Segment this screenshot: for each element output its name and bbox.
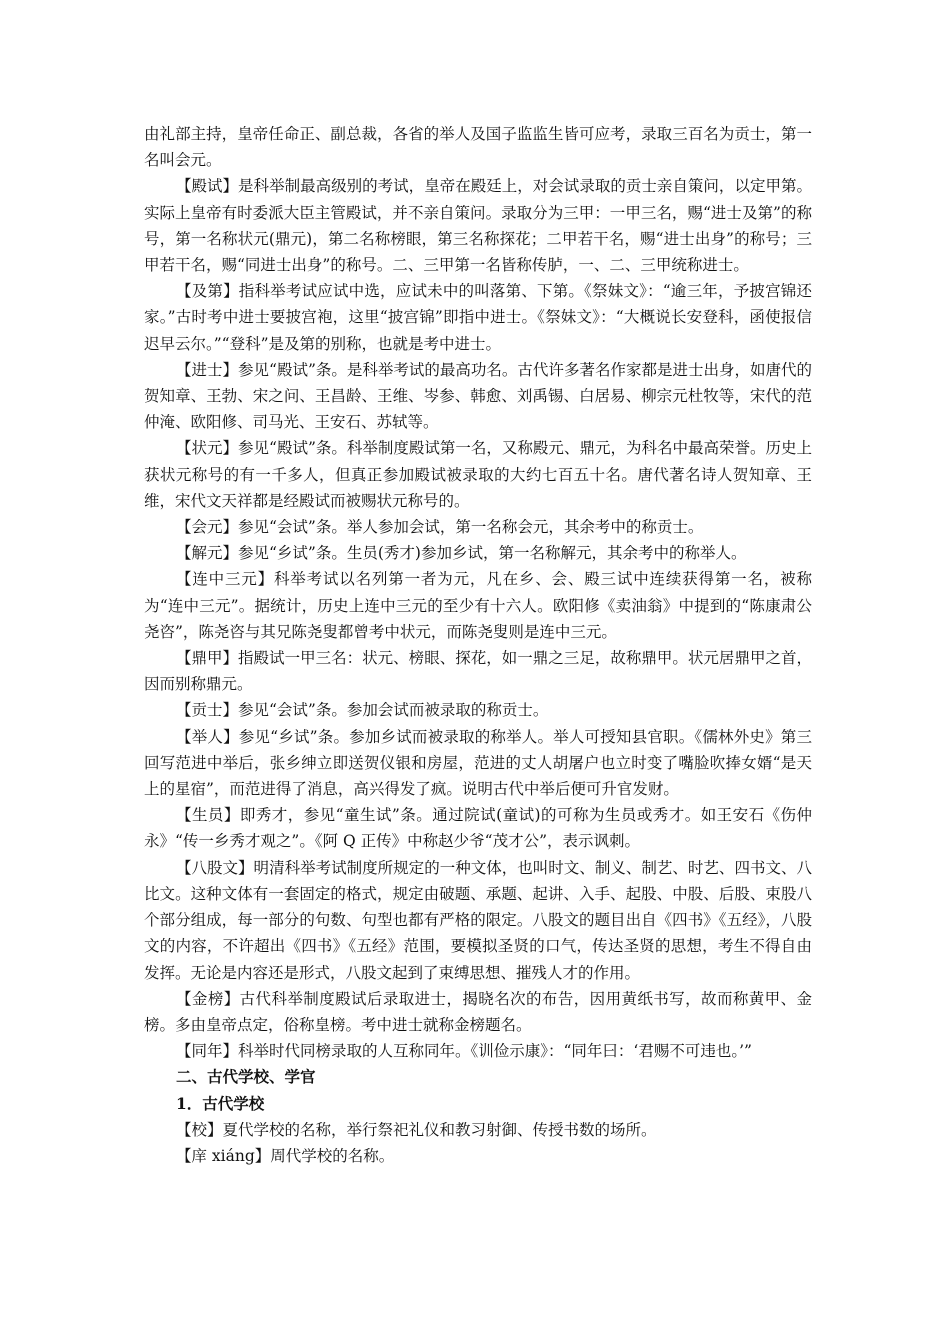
paragraph-lianzhongsanyuan: 【连中三元】科举考试以名列第一者为元，凡在乡、会、殿三试中连续获得第一名，被称为“连中三元”。据统计，历史上连中三元的至少有十六人。欧阳修《卖油翁》中提到的“陈康肃公尧咨”，陈尧咨与其兄陈尧叟都曾考中状元，而陈尧叟则是连中三元。	[144, 570, 812, 641]
paragraph-huishi-cont: 由礼部主持，皇帝任命正、副总裁，各省的举人及国子监监生皆可应考，录取三百名为贡士，第一名叫会元。	[144, 125, 812, 170]
paragraph-dingjia: 【鼎甲】指殿试一甲三名：状元、榜眼、探花，如一鼎之三足，故称鼎甲。状元居鼎甲之首，因而别称鼎元。	[144, 649, 812, 694]
section-heading: 二、古代学校、学官	[176, 1067, 316, 1087]
paragraph-xiang: 【庠 xiáng】周代学校的名称。	[176, 1146, 395, 1165]
paragraph-zhuangyuan: 【状元】参见“殿试”条。科举制度殿试第一名，又称殿元、鼎元，为科名中最高荣誉。历史上获状元称号的有一千多人，但真正参加殿试被录取的大约七百五十名。唐代著名诗人贺知章、王维，宋代文天祥都是经殿试而被赐状元称号的。	[144, 439, 812, 510]
paragraph-gongshi: 【贡士】参见“会试”条。参加会试而被录取的称贡士。	[176, 701, 549, 720]
subsection-heading: 1．古代学校	[176, 1093, 265, 1113]
paragraph-jinshi: 【进士】参见“殿试”条。是科举考试的最高功名。古代许多著名作家都是进士出身，如唐代的贺知章、王勃、宋之问、王昌龄、王维、岑参、韩愈、刘禹锡、白居易、柳宗元杜牧等，宋代的范仲淹、欧阳修、司马光、王安石、苏轼等。	[144, 360, 812, 432]
paragraph-jieyuan: 【解元】参见“乡试”条。生员(秀才)参加乡试，第一名称解元，其余考中的称举人。	[176, 544, 747, 563]
paragraph-tongnian: 【同年】科举时代同榜录取的人互称同年。《训俭示康》：“同年曰：‘君赐不可违也。’”	[176, 1042, 752, 1061]
paragraph-baguwen: 【八股文】明清科举考试制度所规定的一种文体，也叫时文、制义、制艺、时艺、四书文、八比文。这种文体有一套固定的格式，规定由破题、承题、起讲、入手、起股、中股、后股、束股八个部分组成，每一部分的句数、句型也都有严格的限定。八股文的题目出自《四书》《五经》，八股文的内容，不许超出《四书》《五经》范围，要模拟圣贤的口气，传达圣贤的思想，考生不得自由发挥。无论是内容还是形式，八股文起到了束缚思想、摧残人才的作用。	[144, 858, 812, 982]
document-page	[144, 121, 812, 1169]
paragraph-jidi: 【及第】指科举考试应试中选，应试未中的叫落第、下第。《祭妹文》：“逾三年，予披宫锦还家。”古时考中进士要披宫袍，这里“披宫锦”即指中进士。《祭妹文》：“大概说长安登科，函使报信迟早云尔。”“登科”是及第的别称，也就是考中进士。	[144, 282, 812, 353]
paragraph-jinbang: 【金榜】古代科举制度殿试后录取进士，揭晓名次的布告，因用黄纸书写，故而称黄甲、金榜。多由皇帝点定，俗称皇榜。考中进士就称金榜题名。	[144, 989, 812, 1034]
paragraph-dianshi: 【殿试】是科举制最高级别的考试，皇帝在殿廷上，对会试录取的贡士亲自策问，以定甲第。实际上皇帝有时委派大臣主管殿试，并不亲自策问。录取分为三甲：一甲三名，赐“进士及第”的称号，第一名称状元(鼎元)，第二名称榜眼，第三名称探花；二甲若干名，赐“进士出身”的称号；三甲若干名，赐“同进士出身”的称号。二、三甲第一名皆称传胪，一、二、三甲统称进士。	[144, 177, 812, 275]
paragraph-huiyuan: 【会元】参见“会试”条。举人参加会试，第一名称会元，其余考中的称贡士。	[176, 518, 704, 537]
paragraph-xiao: 【校】夏代学校的名称，举行祭祀礼仪和教习射御、传授书数的场所。	[176, 1120, 657, 1139]
paragraph-juren: 【举人】参见“乡试”条。参加乡试而被录取的称举人。举人可授知县官职。《儒林外史》第三回写范进中举后，张乡绅立即送贺仪银和房屋，范进的丈人胡屠户也立时变了嘴脸吹捧女婿“是天上的星宿”，而范进得了消息，高兴得发了疯。说明古代中举后便可升官发财。	[144, 727, 812, 799]
paragraph-shengyuan: 【生员】即秀才，参见“童生试”条。通过院试(童试)的可称为生员或秀才。如王安石《伤仲永》“传一乡秀才观之”。《阿 Q 正传》中称赵少爷“茂才公”，表示讽刺。	[144, 806, 812, 851]
